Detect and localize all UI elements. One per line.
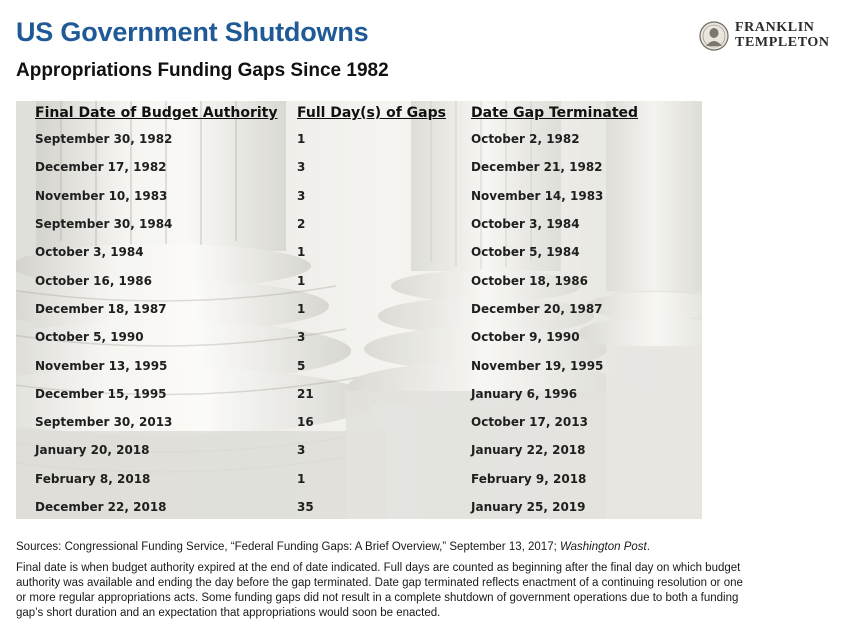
terminated-cell: January 6, 1996 [471,386,578,401]
days-cell: 1 [297,301,306,316]
final-date-cell: January 20, 2018 [35,443,150,458]
terminated-cell: November 14, 1983 [471,188,604,203]
final-date-cell: December 22, 2018 [35,500,167,514]
terminated-cell: October 9, 1990 [471,330,580,345]
days-cell: 1 [297,245,306,260]
table-row [16,295,638,323]
final-date-cell: October 5, 1990 [35,330,144,345]
days-cell: 1 [297,273,306,288]
terminated-cell: October 18, 1986 [471,273,588,288]
table-row [16,493,638,519]
days-cell: 21 [297,386,314,401]
table-row [16,323,638,351]
header-days-of-gaps: Full Day(s) of Gaps [297,105,446,121]
terminated-cell: October 3, 1984 [471,217,580,232]
final-date-cell: September 30, 1984 [35,217,173,232]
table-row [16,436,638,464]
terminated-cell: January 22, 2018 [471,443,586,458]
days-cell: 16 [297,415,314,430]
table-row [16,182,638,210]
final-date-cell: September 30, 2013 [35,415,173,430]
days-cell: 5 [297,358,306,373]
terminated-cell: January 25, 2019 [471,500,586,514]
sources-suffix: . [646,541,650,553]
final-date-cell: December 18, 1987 [35,301,167,316]
logo-text-line2: TEMPLETON [735,35,830,50]
terminated-cell: October 17, 2013 [471,415,588,430]
days-cell: 35 [297,500,314,514]
table-row [16,210,638,238]
table-row [16,351,638,379]
terminated-cell: October 5, 1984 [471,245,580,260]
days-cell: 2 [297,217,306,232]
table-row [16,380,638,408]
shutdown-table [16,101,638,519]
page-subtitle: Appropriations Funding Gaps Since 1982 [16,60,389,81]
franklin-templeton-logo [699,20,839,52]
days-cell: 3 [297,443,306,458]
terminated-cell: October 2, 1982 [471,132,580,147]
final-date-cell: October 3, 1984 [35,245,144,260]
portrait-seal-icon [699,21,729,51]
days-cell: 1 [297,132,306,147]
table-row [16,238,638,266]
table-row [16,465,638,493]
table-row [16,153,638,181]
days-cell: 3 [297,160,306,175]
final-date-cell: October 16, 1986 [35,273,152,288]
sources-prefix: Sources: Congressional Funding Service, “Federal Funding Gaps: A Brief Overview,” September 13, 2017; [16,541,560,553]
terminated-cell: February 9, 2018 [471,471,587,486]
final-date-cell: November 13, 1995 [35,358,168,373]
methodology-note: Final date is when budget authority expired at the end of date indicated. Full days are counted as beginning after the final day on which budget authority was available and ending the day before the gap terminated. Date gap terminated reflects enactment of a continuing resolution or one or more regular appropriations acts. Some funding gaps did not result in a complete shutdown of government operations due to both a funding gap’s short duration and an expectation that appropriations would soon be enacted. [16,562,743,619]
sources-note [16,541,828,553]
final-date-cell: November 10, 1983 [35,188,168,203]
table-row [16,266,638,294]
days-cell: 3 [297,188,306,203]
days-cell: 3 [297,330,306,345]
days-cell: 1 [297,471,306,486]
terminated-cell: November 19, 1995 [471,358,604,373]
table-header-row [16,101,638,125]
final-date-cell: December 15, 1995 [35,386,167,401]
header-final-date: Final Date of Budget Authority [35,105,278,121]
final-date-cell: December 17, 1982 [35,160,167,175]
final-date-cell: February 8, 2018 [35,471,151,486]
final-date-cell: September 30, 1982 [35,132,173,147]
header-date-terminated: Date Gap Terminated [471,105,639,121]
shutdown-table-panel [16,101,702,519]
terminated-cell: December 20, 1987 [471,301,603,316]
terminated-cell: December 21, 1982 [471,160,603,175]
sources-publication: Washington Post [559,541,647,553]
logo-text-line1: FRANKLIN [735,20,815,35]
table-row [16,408,638,436]
page-title: US Government Shutdowns [16,17,369,47]
table-row [16,125,638,153]
